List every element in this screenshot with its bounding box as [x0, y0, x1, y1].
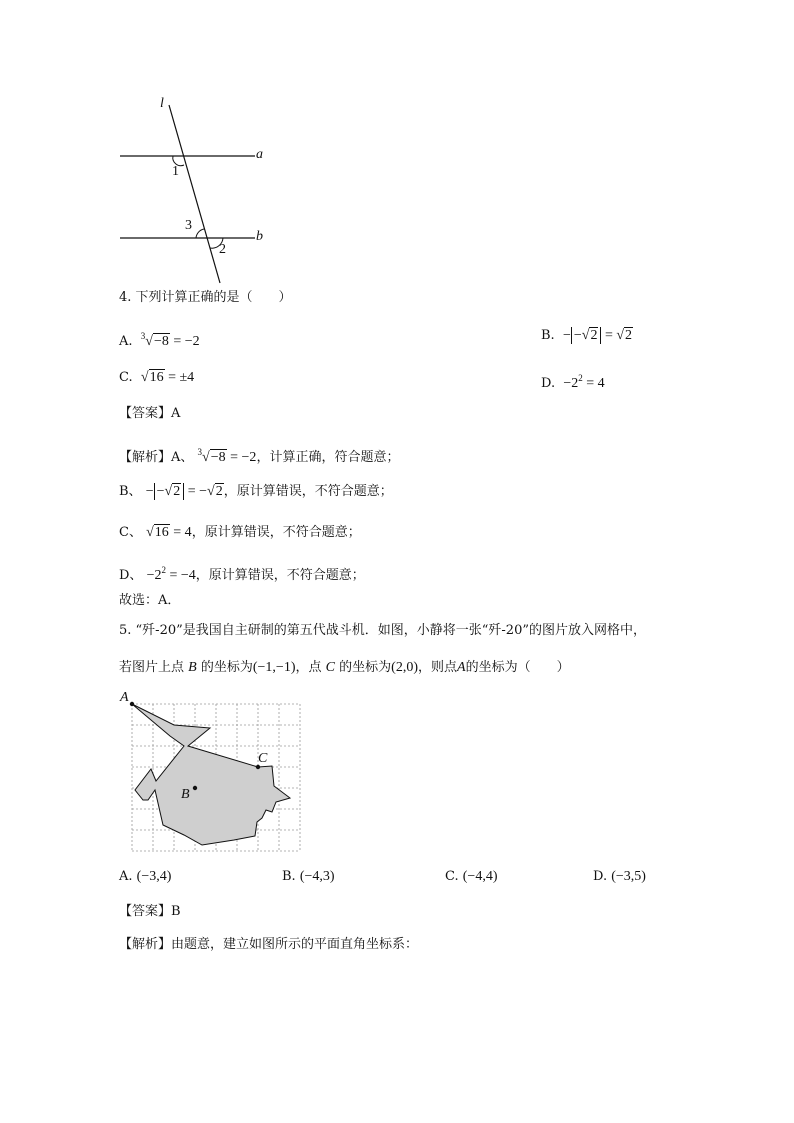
q5-stem-line2: [119, 659, 570, 677]
item-text: ，原计算错误，不符合题意；: [191, 525, 361, 540]
item-lead: C、: [119, 525, 142, 540]
text: 的坐标为: [339, 660, 392, 675]
text: 若图片上点: [119, 660, 185, 675]
item-text: ，原计算错误，不符合题意；: [195, 568, 365, 583]
radicand: −8: [153, 334, 169, 349]
point-a: [130, 702, 134, 706]
angle-2-label: 2: [219, 242, 226, 257]
option-letter: B.: [541, 328, 555, 343]
text: ，则点: [417, 660, 457, 675]
point-b-ref: B: [188, 660, 197, 675]
q5-option-a: [119, 868, 171, 886]
item-lead: D、: [119, 568, 143, 583]
fig-label-b: B: [181, 787, 190, 802]
text: ，点: [295, 660, 322, 675]
radicand: 16: [154, 525, 169, 540]
lhs: −2: [563, 376, 579, 391]
q4-option-c: C. √16 = ±4: [119, 370, 195, 385]
q4-analysis-d: [119, 561, 365, 585]
option-letter: C.: [445, 869, 459, 884]
angle-3-arc: [196, 229, 204, 238]
option-value: (−4,4): [462, 869, 498, 884]
option-letter: A.: [119, 334, 133, 349]
option-letter: A.: [119, 869, 133, 884]
text: 的坐标为: [200, 660, 253, 675]
option-value: (−4,3): [299, 869, 335, 884]
q5-stem-line1: 5. “歼-20”是我国自主研制的第五代战斗机．如图，小静将一张“歼-20”的图片放入网格中，: [119, 623, 646, 638]
lhs: −2: [146, 568, 162, 583]
prefix-sign: −: [562, 328, 571, 343]
option-value: (−3,4): [136, 869, 172, 884]
parallel-lines-figure: [110, 95, 290, 290]
radicand: 16: [149, 370, 164, 385]
point-b-coordinate: (−1,−1): [252, 660, 296, 675]
option-letter: D.: [541, 376, 556, 391]
radicand: 2: [173, 484, 181, 499]
q5-answer: 【答案】B: [119, 904, 181, 919]
fig-label-c: C: [258, 751, 268, 766]
q4-analysis-c: C、 √16 = 4，原计算错误，不符合题意；: [119, 525, 361, 540]
analysis-tag: 【解析】: [119, 450, 172, 465]
radical-index: 3: [140, 331, 146, 341]
q5-option-d: [593, 868, 646, 886]
q4-conclusion: 故选：A．: [119, 593, 181, 608]
radicand: 2: [590, 328, 598, 343]
transversal-l: [169, 105, 220, 283]
point-c-ref: C: [325, 660, 335, 675]
q4-analysis-a: 【解析】A、 $^3$√−8 = −2，计算正确，符合题意；: [119, 447, 400, 465]
q5-option-b: [282, 868, 335, 886]
rhs: = 4: [173, 525, 192, 540]
item-lead: B、: [119, 484, 142, 499]
rhs: = ±4: [168, 370, 195, 385]
label-l: l: [160, 96, 164, 111]
q4-answer: 【答案】A: [119, 406, 181, 421]
option-letter: D.: [593, 869, 608, 884]
exponent: 2: [578, 373, 583, 383]
q4-option-b: B. − −√2 = √2: [541, 328, 633, 343]
absolute-value: −√2: [154, 483, 185, 500]
rhs: = −2: [230, 450, 257, 465]
jet-silhouette: [132, 704, 290, 845]
text: 的坐标为（ ）: [465, 660, 570, 675]
exponent: 2: [161, 565, 166, 575]
jet-grid-figure: [120, 690, 310, 860]
angle-1-label: 1: [172, 164, 179, 179]
rhs: =: [604, 328, 617, 343]
rhs: = 4: [586, 376, 605, 391]
point-b: [193, 786, 197, 790]
rhs: = −2: [173, 334, 200, 349]
item-lead: A、: [171, 450, 194, 465]
analysis-tag: 【解析】: [119, 937, 172, 952]
option-letter: C.: [119, 370, 133, 385]
q4-stem: 4. 下列计算正确的是（ ）: [119, 290, 292, 305]
rhs: = −: [187, 484, 207, 499]
radical-index: 3: [197, 447, 203, 457]
label-b: b: [256, 229, 263, 244]
q5-option-c: [445, 868, 498, 886]
q4-option-a: A. $^3$√−8 = −2: [119, 331, 200, 349]
angle-3-label: 3: [185, 218, 192, 233]
rhs: = −4: [169, 568, 196, 583]
prefix-sign: −: [145, 484, 154, 499]
option-value: (−3,5): [611, 869, 646, 884]
rhs-radicand: 2: [625, 328, 633, 343]
absolute-value: −√2: [571, 327, 602, 344]
label-a: a: [256, 147, 263, 162]
q4-option-d: [541, 369, 605, 393]
point-c-coordinate: (2,0): [391, 660, 418, 675]
inner-sign: −: [573, 328, 582, 343]
inner-sign: −: [156, 484, 165, 499]
fig-label-a: A: [120, 690, 129, 705]
item-text: ，计算正确，符合题意；: [256, 450, 400, 465]
q4-analysis-b: B、 − −√2 = −√2，原计算错误，不符合题意；: [119, 484, 393, 499]
radicand: −8: [210, 450, 226, 465]
analysis-text: 由题意，建立如图所示的平面直角坐标系：: [171, 937, 419, 952]
rhs-radicand: 2: [215, 484, 223, 499]
point-a-ref: A: [457, 660, 466, 675]
item-text: ，原计算错误，不符合题意；: [223, 484, 393, 499]
q5-analysis: [119, 936, 418, 954]
option-letter: B.: [282, 869, 296, 884]
